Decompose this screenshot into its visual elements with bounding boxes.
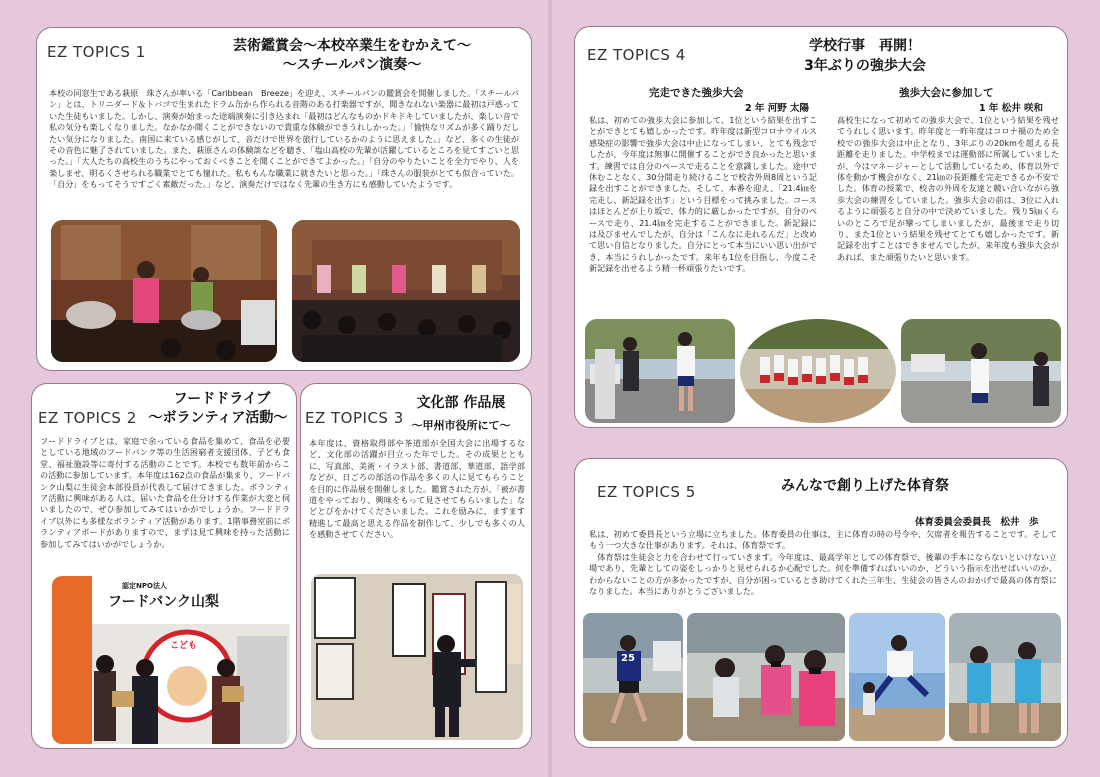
topic1-title-line2: ～スチールパン演奏～ bbox=[282, 57, 422, 73]
topic2-photo-sign1: 認定NPO法人 bbox=[122, 582, 167, 590]
topic3-photo-exhibition bbox=[311, 574, 523, 740]
topic2-photo-sign2: フードバンク山梨 bbox=[108, 594, 220, 610]
topic5-tag: EZ TOPICS 5 bbox=[597, 483, 696, 501]
topic4-photo-runner1 bbox=[585, 319, 735, 423]
topic1-tag: EZ TOPICS 1 bbox=[47, 43, 146, 61]
topic4-photo-group-start bbox=[740, 319, 896, 423]
topic5-title: みんなで創り上げた体育祭 bbox=[781, 478, 949, 494]
topic3-title-line2: ～甲州市役所にて～ bbox=[411, 419, 511, 432]
topic5-photo-relay bbox=[949, 613, 1061, 741]
topic4-title-line1: 学校行事 再開！ bbox=[809, 38, 921, 54]
topic2-tag: EZ TOPICS 2 bbox=[38, 409, 137, 427]
topic4-right-body: 高校生になって初めての強歩大会で、1位という結果を残せてうれしく思います。昨年度と一昨年度はコロナ禍のため全校での強歩大会は中止となり、3年ぶりの20kmを超える長距離を走りました。中学校までは運動部に所属していましたが、今はマネージャーとして活動しているため、体育以外で体を動かす機会がなく、21㎞の長距離を完走できるか不安でした。体育の授業で、校舎の外周を友達と競い合いながら強歩大会の練習をしていました。強歩大会の前は、3位に入れるように頑張ると自分の中で決めていました。残り5㎞くらいのところで足が攣ってしまいましたが、最後まで走り切り、また1位という結果を残せてとても嬉しかったです。新記録を出すことはできませんでしたが、来年度も強歩大会があれば、また頑張りたいと思います。 bbox=[837, 115, 1059, 262]
topic3-title-line1: 文化部 作品展 bbox=[416, 395, 506, 411]
topic1-card bbox=[36, 27, 532, 371]
topic5-photo-jump bbox=[849, 613, 945, 741]
topic2-title-line2: ～ボランティア活動～ bbox=[148, 410, 288, 426]
topic2-photo-foodbank bbox=[52, 576, 290, 744]
topic2-body: フードドライブとは、家庭で余っている食品を集めて、食品を必要としている地域のフードバンク等の生活困窮者支援団体、子ども食堂、福祉施設等に寄付する活動のことです。本校でも数年前からこの活動に参加しています。本年度は162点の食品が集まり、フードバンク山梨に生徒会本部役員が代表して届けてきました。ボランティア活動に興味がある人は、届いた食品を仕分けする作業が大変と伺いましたので、ぜひ参加してみてはいかがでしょうか。フードドライブ以外にも多様なボランティア活動があります。1階事務室前にボランティアボードがありますので、まずは見て興味を持った活動に参加してみてはいかがでしょうか。 bbox=[40, 436, 290, 549]
left-page bbox=[0, 0, 548, 777]
topic4-left-subtitle: 完走できた強歩大会 bbox=[649, 87, 744, 99]
topic4-card bbox=[574, 26, 1068, 428]
topic1-title-line1: 芸術鑑賞会～本校卒業生をむかえて～ bbox=[233, 38, 471, 54]
topic3-body: 本年度は、資格取得部や茶道部が全国大会に出場するなど、文化部の活躍が目立った年でした。その成果とともに、写真部、美術・イラスト部、書道部、華道部、語学部などが、日ごろの部活の作品を多くの人に見てもらうことを目的に作品展を開催しました。鑑賞された方が、「被が書道をやっており、興味をもって見させてもらいました」などとびをかけてくださいました。これを励みに、ますます精進して最高と思える作品を制作して、少しでも多くの人を感動させてください。 bbox=[309, 438, 525, 540]
topic4-title-line2: 3年ぶりの強歩大会 bbox=[804, 58, 926, 74]
topic5-byline: 体育委員会委員長 松井 歩 bbox=[915, 517, 1039, 528]
right-page bbox=[552, 0, 1100, 777]
topic4-photo-runner2 bbox=[901, 319, 1061, 423]
topic4-right-byline: 1 年 松井 咲和 bbox=[979, 103, 1044, 114]
topic2-title-line1: フードドライブ bbox=[173, 391, 271, 407]
topic3-card bbox=[300, 383, 532, 749]
topic3-tag: EZ TOPICS 3 bbox=[305, 409, 404, 427]
topic4-left-body: 私は、初めての強歩大会に参加して、1位という結果を出すことができとても嬉しかったです。昨年度は新型コロナウイルス感染症の影響で強歩大会は中止になってしまい、とても残念でしたが、今年度は無事に開催することができ良かったと思います。練習では自分のペースで走ることを意識しました。途中で休むことなく、30分間走り続けることで校舎外周8周という記録を出すことができました。そして、本番を迎え、「21.4㎞を完走し、新記録を出す」という目標をって挑みました。コースはほとんどが上り坂で、体力的に厳しかったですが、自分のペースで走り、21.4㎞を完走することができました。新記録には及びませんでしたが、自分は「こんなに走れるんだ」と改めて思い自信となりました。自分にとって本当にいい思い出ができ、本当にうれしかったです。来年も1位を目指し、今度こそ新記録を出せるよう精一杯頑張りたいです。 bbox=[589, 115, 817, 274]
topic1-body: 本校の同窓生である萩原 珠さんが率いる「Caribbean Breeze」を迎え、スチールパンの鑑賞会を開催しました。「スチールパン」とは、トリニダード＆トバゴで生まれたドラム缶から作られる音階のある打楽器ですが、聞きなれない楽器に最初は戸惑っていた生徒もいました。しかし、演奏が始まった途端演奏に引き込まれ「最初はどんなものかドキドキしていましたが、楽しい音で私の気分も楽しくなりました。なかなか聞くことができないので貴重な体験ができうれしかった。」「愉快なリズムが多く踊りだしたい気分になりました。南国に来ている感じがして、音だけで世界を旅行しているかのように思えました。」など、多くの生徒がその音色に魅了されていました。また、萩原さんの体験談などを聴き、「塩山高校の先輩が活躍しているところを見てすごいと思った。」「大人たちの高校生のうちにやっておくべきことを聞くことができてよかった。」「自分のやりたいことを全力でやり、人を楽しませ、明るくさせられる職業でとても憧れた。私ももんな職業に就きたいと思った。」「珠さんの服装がとても似合っていた。「自分」をもってそうですごく素敵だった。」など、演奏だけではなく先輩の生き方にも感動していたようです。 bbox=[49, 88, 519, 190]
topic5-photo-runner bbox=[583, 613, 683, 741]
topic4-left-byline: 2 年 河野 太陽 bbox=[745, 103, 810, 114]
topic1-photo-band bbox=[51, 220, 277, 362]
topic5-jersey-number: 25 bbox=[621, 653, 635, 664]
topic5-card bbox=[574, 458, 1068, 748]
topic2-photo-logo: こども bbox=[170, 641, 198, 651]
topic1-photo-audience bbox=[292, 220, 520, 362]
topic4-right-subtitle: 強歩大会に参加して bbox=[899, 87, 994, 99]
topic4-tag: EZ TOPICS 4 bbox=[587, 46, 686, 64]
topic5-photo-tug bbox=[687, 613, 845, 741]
topic5-body: 私は、初めて委員長という立場に立ちました。体育委員の仕事は、主に体育の時の号令や、欠席者を報告することです。そしてもう一つ大きな仕事があります。それは、体育祭です。 体育祭は生徒会と力を合わせて行っていきます。今年度は、最高学年としての体育祭で、後輩の手本にならないといけない立場であり、先輩としての姿をしっかりと見せられるか心配でした。何を準備すればいいのか、どういう指示を出せばいいのか、わからないことの方が多かったですが、自分が困っているとき助けてくれた三年生、生徒会の皆さんのおかげで最高の体育祭になりました。本当にありがとうございました。 bbox=[589, 529, 1057, 597]
topic2-card bbox=[31, 383, 297, 749]
